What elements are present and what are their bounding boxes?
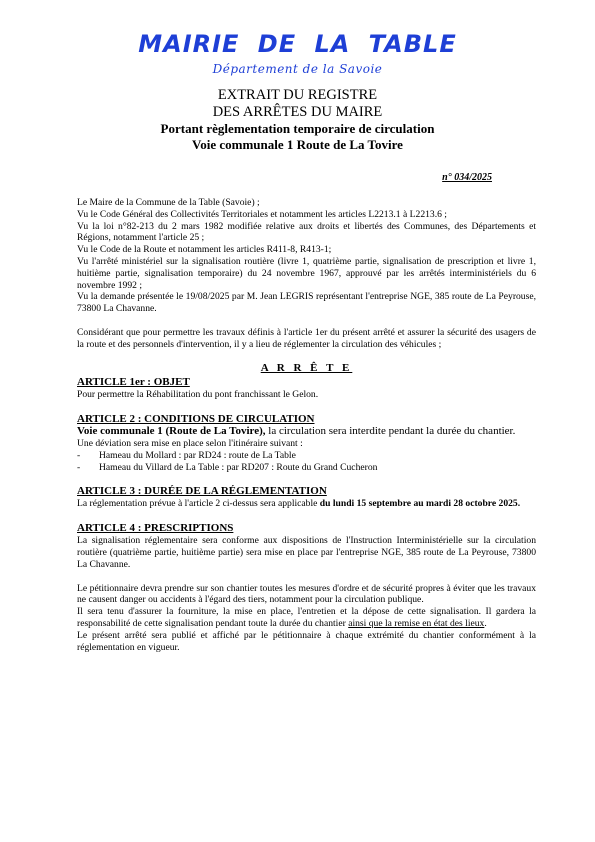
list-item: - Hameau du Villard de La Table : par RD207 : Route du Grand Cucheron bbox=[77, 462, 536, 474]
document-body bbox=[77, 197, 536, 653]
departement-subtitle: Département de la Savoie bbox=[212, 62, 383, 76]
document-titles bbox=[0, 87, 595, 153]
article-4-p3-text: Il sera tenu d'assurer la fourniture, la mise en place, l'entretien et la dépose de cette signalisation. Il gardera la responsabilité de cette signalisation pendant toute la durée du chantier bbox=[77, 606, 536, 629]
considerant-paragraph: Considérant que pour permettre les travaux définis à l'article 1er du présent arrêté et assurer la sécurité des usagers de la route et des personnels d'intervention, il y a lieu de réglementer la circulation des véhicules ; bbox=[77, 326, 536, 350]
article-1-text: Pour permettre la Réhabilitation du pont franchissant le Gelon. bbox=[77, 389, 319, 401]
article-4-p3-end: . bbox=[484, 617, 487, 629]
deviation-intro: Une déviation sera mise en place selon l'itinéraire suivant : bbox=[77, 437, 303, 449]
preamble-line: Vu l'arrêté ministériel sur la signalisation routière (livre 1, quatrième partie, signalisation de prescription et livre 1, huitième partie, signalisation temporaire) du 24 novembre 1967, approuvé par les arrêtés interministériels du 6 novembre 1992 ; bbox=[77, 255, 536, 291]
preamble-line: Le Maire de la Commune de la Table (Savoie) ; bbox=[77, 197, 260, 208]
article-3-text bbox=[77, 498, 536, 510]
article-1-title: ARTICLE 1er : OBJET bbox=[77, 376, 190, 389]
article-3-title: ARTICLE 3 : DURÉE DE LA RÉGLEMENTATION bbox=[77, 485, 327, 498]
article-4-paragraph-4: Le présent arrêté sera publié et affiché par le pétitionnaire à chaque extrémité du chantier conformément à la réglementation en vigueur. bbox=[77, 629, 536, 653]
arrete-number: n° 034/2025 bbox=[442, 172, 492, 183]
preamble-line: Vu le Code Général des Collectivités Territoriales et notamment les articles L2213.1 à L2213.6 ; bbox=[77, 208, 447, 220]
article-3-dates: du lundi 15 septembre au mardi 28 octobre 2025. bbox=[319, 498, 521, 510]
voie-condition: la circulation sera interdite pendant la durée du chantier. bbox=[265, 425, 516, 438]
title-line-3: Portant règlementation temporaire de circulation bbox=[160, 121, 435, 136]
article-2-title: ARTICLE 2 : CONDITIONS DE CIRCULATION bbox=[77, 413, 315, 426]
article-4-p3-underlined: ainsi que la remise en état des lieux bbox=[348, 617, 485, 629]
preamble-line: Vu le Code de la Route et notamment les articles R411-8, R413-1; bbox=[77, 244, 332, 256]
article-2-voie bbox=[77, 426, 536, 438]
list-item: - Hameau du Mollard : par RD24 : route de La Table bbox=[77, 450, 536, 462]
title-line-1: EXTRAIT DU REGISTRE bbox=[217, 87, 378, 103]
article-4-paragraph-3 bbox=[77, 606, 536, 630]
article-4-title: ARTICLE 4 : PRESCRIPTIONS bbox=[77, 522, 234, 535]
title-line-4: Voie communale 1 Route de La Tovire bbox=[192, 137, 403, 152]
preamble-line: Vu la loi n°82-213 du 2 mars 1982 modifiée relative aux droits et libertés des Communes, des Départements et Régions, notamment l'article 25 ; bbox=[77, 220, 536, 244]
article-3-text-start: La réglementation prévue à l'article 2 ci-dessus sera applicable bbox=[77, 498, 320, 510]
article-4-paragraph-2: Le pétitionnaire devra prendre sur son chantier toutes les mesures d'ordre et de sécurité propres à éviter que les travaux ne causent danger ou accidents à l'égard des tiers, notamment pour la circulation publique. bbox=[77, 582, 536, 606]
mairie-title: MAIRIE DE LA TABLE bbox=[138, 30, 457, 58]
article-4-paragraph-1: La signalisation réglementaire sera conforme aux dispositions de l'Instruction Interministérielle sur la circulation routière (quatrième partie, huitième partie) sera mise en place par l'entreprise NGE, 385 route de La Peyrouse, 73800 La Chavanne. bbox=[77, 535, 536, 570]
masthead bbox=[0, 30, 595, 76]
preamble-line: Vu la demande présentée le 19/08/2025 par M. Jean LEGRIS représentant l'entreprise NGE, 385 route de La Peyrouse, 73800 La Chavanne. bbox=[77, 291, 536, 315]
arrete-heading: A R R Ê T E bbox=[260, 361, 353, 374]
title-line-2: DES ARRÊTES DU MAIRE bbox=[212, 104, 383, 120]
deviation-list bbox=[77, 450, 536, 474]
voie-name: Voie communale 1 (Route de La Tovire), bbox=[77, 425, 266, 438]
